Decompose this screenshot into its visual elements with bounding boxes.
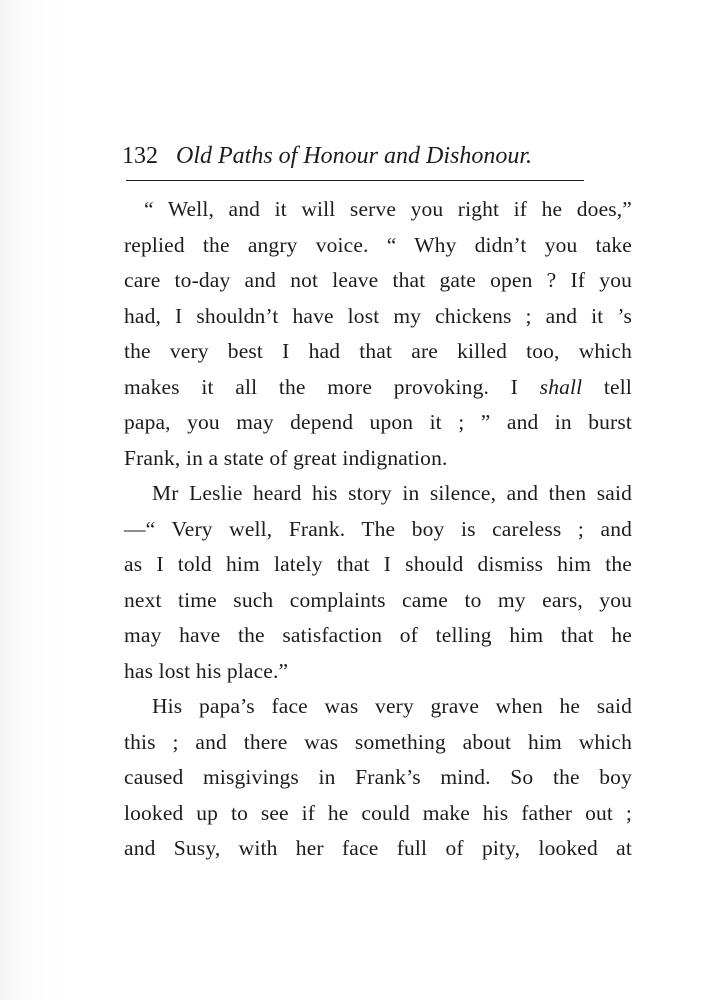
text-line: Frank, in a state of great indignation.: [124, 445, 448, 470]
text-segment: makes it all the more provoking. I: [124, 374, 540, 399]
page-number: 132: [122, 143, 158, 169]
text-line: papa, you may depend upon it ; ” and in burst: [124, 410, 632, 434]
text-line: and Susy, with her face full of pity, looked at: [124, 836, 632, 860]
text-line: as I told him lately that I should dismiss him the: [124, 552, 632, 576]
header-rule: [126, 180, 584, 181]
running-header: [122, 136, 582, 176]
text-line: caused misgivings in Frank’s mind. So the boy: [124, 765, 632, 789]
text-line: care to-day and not leave that gate open ? If you: [124, 268, 632, 292]
text-line: Mr Leslie heard his story in silence, and then said: [152, 481, 632, 505]
text-line: replied the angry voice. “ Why didn’t you take: [124, 232, 632, 257]
text-segment: tell: [582, 374, 632, 399]
text-line: this ; and there was something about him which: [124, 729, 632, 754]
text-line: has lost his place.”: [124, 658, 289, 683]
text-line: had, I shouldn’t have lost my chickens ; and it ’s: [124, 303, 632, 328]
body-text: [124, 192, 632, 867]
text-line: His papa’s face was very grave when he said: [152, 694, 632, 718]
text-line: looked up to see if he could make his father out ;: [124, 800, 632, 825]
text-line: [124, 370, 632, 406]
text-line: “ Well, and it will serve you right if he does,”: [144, 197, 632, 221]
text-line: may have the satisfaction of telling him that he: [124, 623, 632, 647]
text-line: the very best I had that are killed too, which: [124, 339, 632, 363]
text-line: next time such complaints came to my ears, you: [124, 587, 632, 612]
text-line: —“ Very well, Frank. The boy is careless ; and: [124, 516, 632, 541]
emphasis-word: shall: [539, 374, 583, 399]
running-title: Old Paths of Honour and Dishonour.: [176, 143, 533, 169]
